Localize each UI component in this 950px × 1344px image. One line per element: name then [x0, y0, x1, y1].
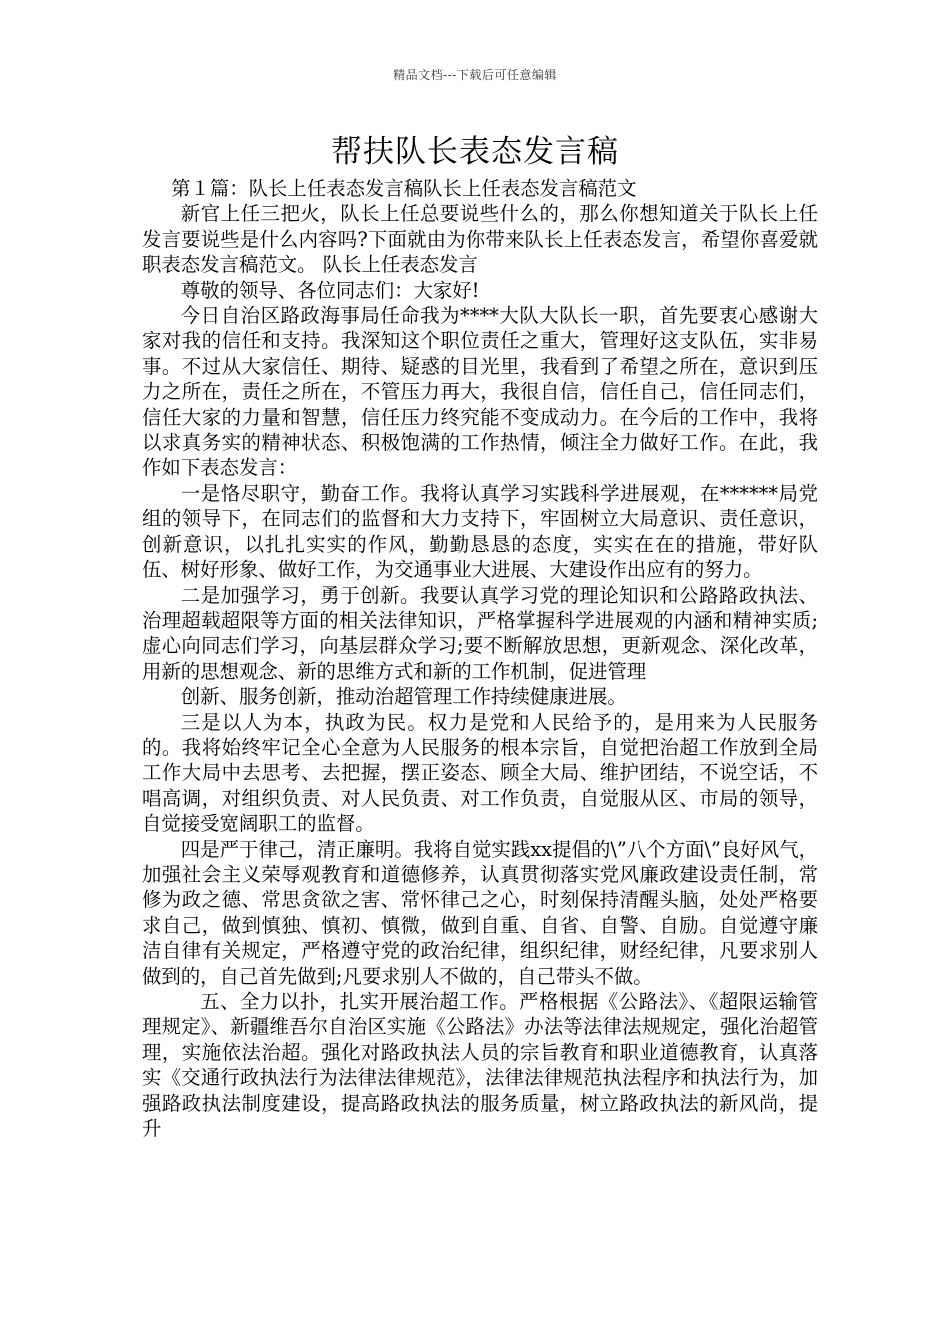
paragraph: 新官上任三把火，队长上任总要说些什么的，那么你想知道关于队长上任发言要说些是什么内容吗?下面就由为你带来队长上任表态发言，希望你喜爱就职表态发言稿范文。 队长上任表态发言: [142, 202, 818, 277]
paragraph: 今日自治区路政海事局任命我为****大队大队长一职，首先要衷心感谢大家对我的信任和支持。我深知这个职位责任之重大，管理好这支队伍，实非易事。不过从大家信任、期待、疑惑的目光里，我看到了希望之所在，意识到压力之所在，责任之所在，不管压力再大，我很自信，信任自己，信任同志们，信任大家的力量和智慧，信任压力终究能不变成动力。在今后的工作中，我将以求真务实的精神状态、积极饱满的工作热情，倾注全力做好工作。在此，我作如下表态发言：: [142, 304, 818, 480]
paragraph: 五、全力以扑，扎实开展治超工作。严格根据《公路法》、《超限运输管理规定》、新疆维吾尔自治区实施《公路法》办法等法律法规规定，强化治超管理，实施依法治超。强化对路政执法人员的宗旨教育和职业道德教育，认真落实《交通行政执法行为法律法律规范》，法律法律规范执法程序和执法行为，加强路政执法制度建设，提高路政执法的服务质量，树立路政执法的新风尚，提升: [142, 990, 818, 1141]
paragraph: 创新、服务创新，推动治超管理工作持续健康进展。: [180, 685, 627, 709]
paragraph: 三是以人为本，执政为民。权力是党和人民给予的，是用来为人民服务的。我将始终牢记全心全意为人民服务的根本宗旨，自觉把治超工作放到全局工作大局中去思考、去把握，摆正姿态、顾全大局、维护团结，不说空话，不唱高调，对组织负责、对人民负责、对工作负责，自觉服从区、市局的领导，自觉接受宽阔职工的监督。: [142, 710, 818, 836]
paragraph: 四是严于律己，清正廉明。我将自觉实践xx提倡的\”八个方面\”良好风气，加强社会主义荣辱观教育和道德修养，认真贯彻落实党风廉政建设责任制，常修为政之德、常思贪欲之害、常怀律己之心，时刻保持清醒头脑，处处严格要求自己，做到慎独、慎初、慎微，做到自重、自省、自警、自励。自觉遵守廉洁自律有关规定，严格遵守党的政治纪律，组织纪律，财经纪律，凡要求别人做到的，自己首先做到;凡要求别人不做的，自己带头不做。: [142, 837, 818, 988]
section-heading: 第１篇：队长上任表态发言稿队长上任表态发言稿范文: [171, 177, 637, 200]
document-body: [142, 176, 818, 1141]
paragraph: 二是加强学习，勇于创新。我要认真学习党的理论知识和公路路政执法、治理超载超限等方面的相关法律知识，严格掌握科学进展观的内涵和精神实质;虚心向同志们学习，向基层群众学习;要不断解放思想，更新观念、深化改革，用新的思想观念、新的思维方式和新的工作机制，促进管理: [142, 583, 818, 683]
paragraph: 尊敬的领导、各位同志们：大家好!: [180, 278, 480, 302]
paragraph: 一是恪尽职守，勤奋工作。我将认真学习实践科学进展观，在******局党组的领导下，在同志们的监督和大力支持下，牢固树立大局意识、责任意识，创新意识，以扎扎实实的作风，勤勤恳恳的态度，实实在在的措施，带好队伍、树好形象、做好工作，为交通事业大进展、大建设作出应有的努力。: [142, 481, 818, 582]
document-title: 帮扶队长表态发言稿: [331, 134, 619, 170]
page-header-note: 精品文档---下载后可任意编辑: [393, 68, 557, 82]
